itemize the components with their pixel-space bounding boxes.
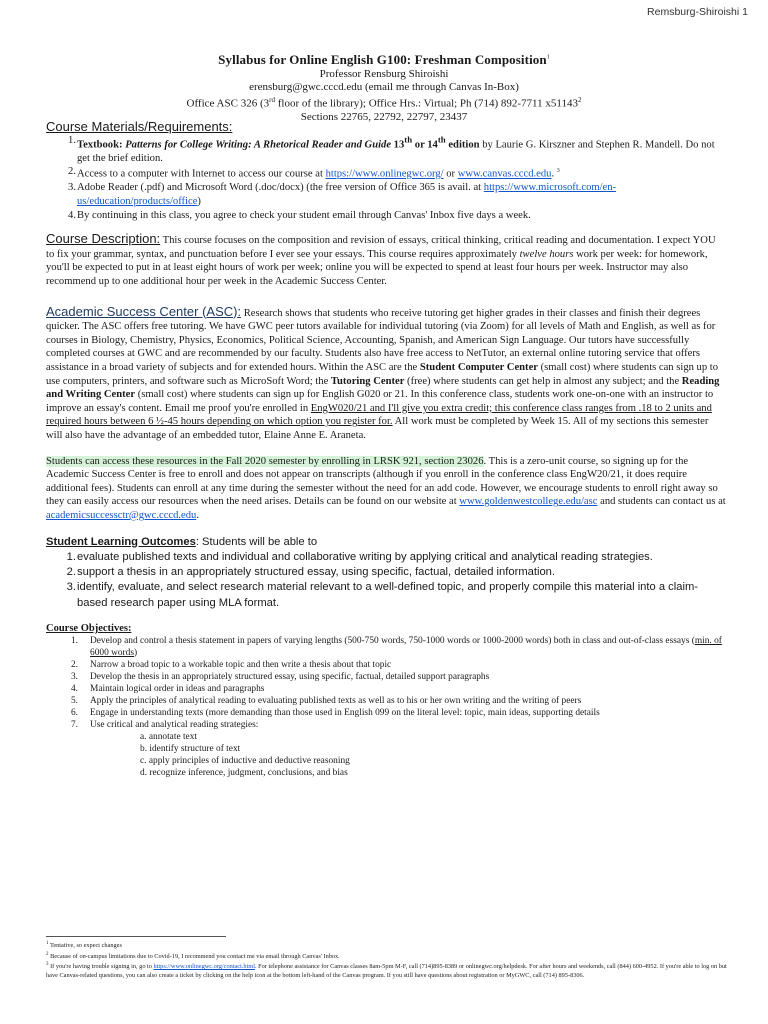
asc-email-link[interactable]: academicsuccessctr@gwc.cccd.edu — [46, 509, 197, 521]
footnote: $^2$ Because of on-campus limitations due to Covid-19, I recommend you contact me via email through Canvas' Inbox. — [46, 951, 340, 960]
onlinegwc-link[interactable]: https://www.onlinegwc.org/ — [325, 168, 444, 180]
email-line: erensburg@gwc.cccd.edu (email me through Canvas In-Box) — [249, 81, 519, 93]
footnote: $^1$ Tentative, so expect changes — [46, 941, 122, 950]
contact-link[interactable]: https://www.onlinegwc.org/contact.html — [153, 963, 255, 971]
list-item: 6. Engage in understanding texts (more demanding than those used in English 099 on the literal level: topic, main ideas, supporting details — [70, 707, 600, 718]
objectives-list — [46, 635, 726, 731]
list-item: 2. Narrow a broad topic to a workable topic and then write a thesis about that topic — [70, 659, 392, 670]
list-item: 4. By continuing in this class, you agree to check your student email through Canvas' Inbox five days a week. — [68, 209, 531, 221]
sub-item: a. annotate text — [140, 731, 198, 742]
list-item: 1. Textbook: Patterns for College Writing: A Rhetorical Reader and Guide 13th or 14th edition by Laurie G. Kirszner and Stephen R. Mandell. Do not get the brief edition. — [68, 134, 715, 164]
microsoft-office-link[interactable]: https://www.microsoft.com/en-us/education/products/office — [77, 182, 617, 208]
course-description: Course Description: This course focuses on the composition and revision of essays, critical thinking, critical reading and documentation. I expect YOU to fix your grammar, syntax, and punctuation before I ever see your essays. This course requires approximately twelve hours work per week: for homework, you'll be expected to put in at least eight hours of work per week; online you will be expected to spend at least four hours per week. Instructor may also recommend up to one additional hour per week in the Academic Success Center. — [46, 231, 716, 287]
footnote-ref: 3 — [556, 168, 560, 175]
learning-outcomes: Student Learning Outcomes: Students will be able to 1. evaluate published texts and individual and collaborative writing by applying critical and analytical reading strategies. 2. support a thesis in an appropriately structured essay, using specific, factual, detailed information. 3. identify, evaluate, and select research material relevant to a well-defined topic, and properly compile this material into a claim-based research paper using MLA format. — [46, 535, 726, 611]
objectives-heading: Course Objectives: — [46, 622, 132, 634]
lrsk-paragraph: Students can access these resources in the Fall 2020 semester by enrolling in LRSK 921, section 23026. This is a zero-unit course, so signing up for the Academic Success Center is free to enroll and does not appear on transcripts (although if you enroll in the conference class EngW20/21, it does require additional fees). Students can enroll at any time during the semester without the need for an add code. However, we encourage students to enroll right away so they can easily access our resources when the need arises. Details can be found on our website at www.goldenwestcollege.edu/asc and students can contact us at academicsuccessctr@gwc.cccd.edu. — [46, 455, 726, 521]
list-item: 1. Develop and control a thesis statement in papers of varying lengths (500-750 words, 750-1000 words or 1000-2000 words) both in class and out-of-class essays (min. of 6000 words) — [70, 635, 722, 658]
running-head: Remsburg-Shiroishi 1 — [647, 6, 748, 18]
highlighted-text: Students can access these resources in the Fall 2020 semester by enrolling in LRSK 921, section 23026 — [46, 455, 484, 467]
description-heading: Course Description: — [46, 231, 161, 247]
materials-heading: Course Materials/Requirements: — [46, 119, 233, 134]
list-item: 3. Adobe Reader (.pdf) and Microsoft Word (.doc/docx) (the free version of Office 365 is avail. at https://www.microsoft.com/en-us/education/products/office) — [68, 182, 617, 208]
footnote-ref: 2 — [577, 96, 582, 104]
slo-list — [46, 550, 726, 611]
canvas-link[interactable]: www.canvas.cccd.edu — [457, 168, 552, 180]
list-item: 5. Apply the principles of analytical reading to evaluating published texts as well as to his or her own writing and the writing of peers — [70, 695, 582, 706]
list-item: 3. identify, evaluate, and select research material relevant to a well-defined topic, and properly compile this material into a claim-based research paper using MLA format. — [66, 581, 699, 609]
sub-item: c. apply principles of inductive and deductive reasoning — [140, 755, 350, 766]
list-item: 7. Use critical and analytical reading strategies: — [70, 719, 259, 730]
list-item: 4. Maintain logical order in ideas and paragraphs — [70, 683, 265, 694]
footnotes — [46, 940, 730, 980]
list-item: 3. Develop the thesis in an appropriately structured essay, using specific, factual, detailed support paragraphs — [70, 671, 490, 682]
office-line: Office ASC 326 (3rd floor of the library); Office Hrs.: Virtual; Ph (714) 892-7711 x51143$^2$ — [186, 96, 582, 110]
asc-heading: Academic Success Center (ASC): — [46, 303, 242, 319]
academic-success-center: Academic Success Center (ASC): Research shows that students who receive tutoring get higher grades in their classes and finish their degrees quicker. The ASC offers free tutoring. We have GWC peer tutors available for individual tutoring (via Zoom) for all levels of Math and English, as well as for courses in Biology, Chemistry, Physics, Economics, Political Science, Accounting, Spanish, and American Sign Language. Our tutors have successfully completed courses at GWC and are recommended by our faculty. Students also have free access to NetTutor, an external online tutoring service that offers assistance in a broad variety of subjects and for extended hours. Within the ASC are the Student Computer Center (small cost) where students can sign up to use computers, printers, and software such as MicroSoft Word; the Tutoring Center (free) where students can get help in almost any subject; and the Reading and Writing Center (small cost) where students can sign up for English G020 or 21. In this conference class, students work one-on-one with an instructor to improve an essay's content. Email me proof you're enrolled in EngW020/21 and I'll give you extra credit; this conference class ranges from .18 to 2 units and required hours between 6 ½-45 hours depending on which option you register for. All work must be completed by Week 15. All of my sections this semester will also have the advantage of an embedded tutor, Elaine Anne E. Araneta. — [46, 303, 720, 441]
list-item: 2. support a thesis in an appropriately structured essay, using specific, factual, detailed information. — [66, 566, 556, 579]
syllabus-body — [46, 120, 726, 779]
list-item: 2. Access to a computer with Internet to access our course at https://www.onlinegwc.org/ or www.canvas.cccd.edu. $^3$ — [68, 166, 560, 180]
title-block — [0, 52, 768, 124]
slo-heading: Student Learning Outcomes — [46, 535, 196, 548]
materials-list — [46, 134, 726, 223]
course-objectives — [46, 623, 726, 779]
sub-item: b. identify structure of text — [140, 743, 241, 754]
sub-item: d. recognize inference, judgment, conclusions, and bias — [140, 767, 348, 778]
footnote-divider — [46, 936, 226, 937]
footnote: $^3$ If you're having trouble signing in, go to https://www.onlinegwc.org/contact.html. For telephone assistance for Canvas classes 8am-5pm M-F, call (714)895-8389 or onlinegwc.org/helpdesk. For after hours and weekends, call (844) 600-4952. If you're able to log on but have Canvas-related questions, you can also create a ticket by clicking on the help icon at the bottom left-hand of the Canvas program. If you still have questions about registration or MyGWC, call (714) 895-8306. — [46, 962, 727, 979]
professor-name: Professor Rensburg Shiroishi — [319, 68, 449, 80]
extra-credit-note: EngW020/21 and I'll give you extra credit; this conference class ranges from .18 to 2 units and required hours between 6 ½-45 hours depending on which option you register for. — [46, 402, 712, 428]
list-item: 1. evaluate published texts and individual and collaborative writing by applying critical and analytical reading strategies. — [66, 550, 653, 563]
page-title: Syllabus for Online English G100: Freshman Composition$^1$ — [218, 52, 550, 67]
footnote-ref: 1 — [546, 54, 550, 61]
asc-website-link[interactable]: www.goldenwestcollege.edu/asc — [459, 496, 598, 508]
sections-line: Sections 22765, 22792, 22797, 23437 — [300, 110, 468, 123]
